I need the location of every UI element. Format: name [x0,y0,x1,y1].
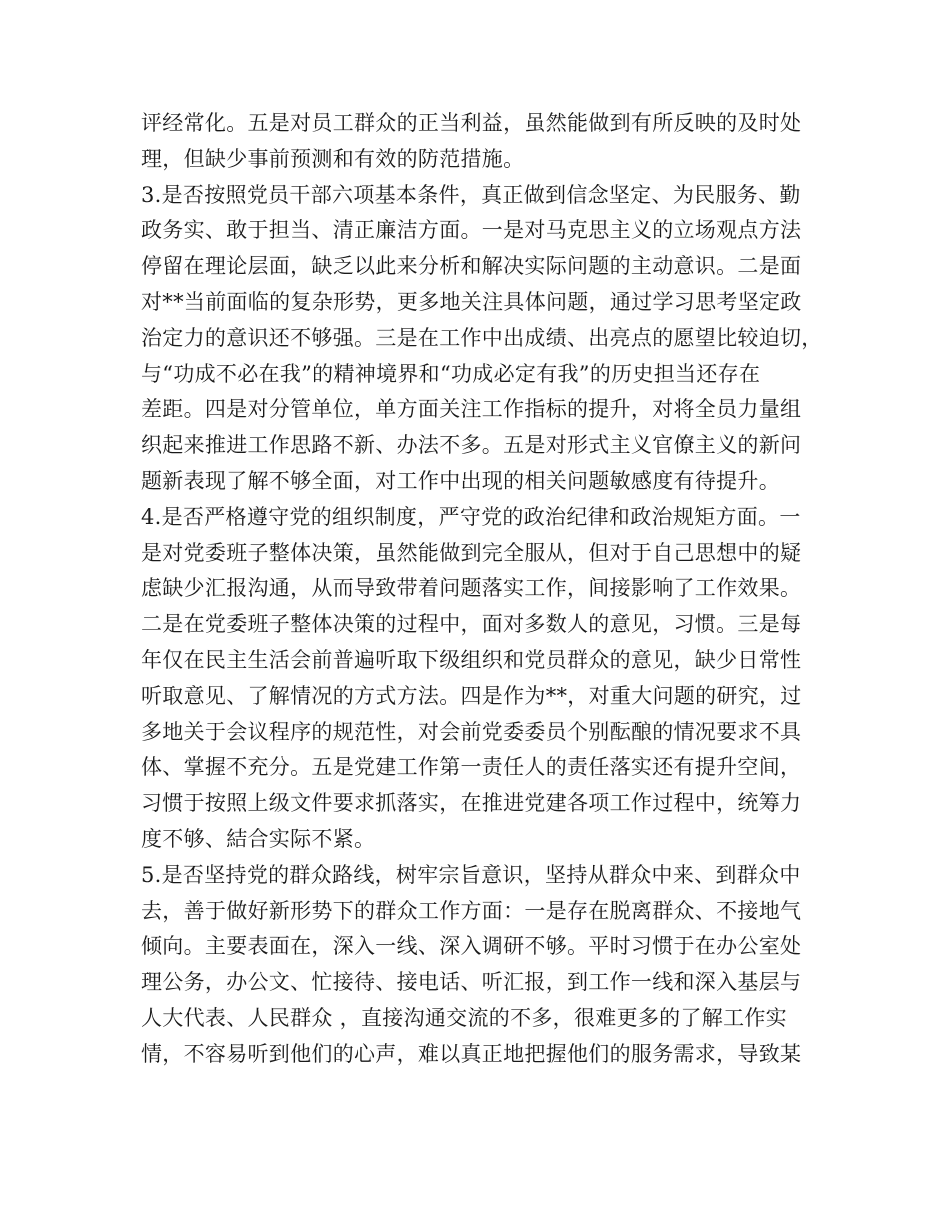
text-line: 理公务，办公文、忙接待、接电话、听汇报，到工作一线和深入基层与 [141,970,802,995]
text-line: 题新表现了解不够全面，对工作中出现的相关问题敏感度有待提升。 [141,468,780,493]
text-line: 理，但缺少事前预测和有效的防范措施。 [141,146,525,171]
text-line: 二是在党委班子整体决策的过程中，面对多数人的意见，习惯。三是每 [141,612,802,637]
text-line: 多地关于会议程序的规范性，对会前党委委员个别酝酿的情况要求不具 [141,719,802,744]
text-line: 年仅在民主生活会前普遍听取下级组织和党员群众的意见，缺少日常性 [141,647,802,672]
text-line: 评经常化。五是对员工群众的正当利益，虽然能做到有所反映的及时处 [141,111,802,135]
text-line: 停留在理论层面，缺乏以此来分析和解决实际问题的主动意识。二是面 [141,254,802,279]
document-body [141,106,831,1073]
text-line: 习惯于按照上级文件要求抓落实，在推进党建各项工作过程中，统筹力 [141,791,802,816]
text-line: 对**当前面临的复杂形势，更多地关注具体问题，通过学习思考坚定政 [141,289,802,314]
text-line: 倾向。主要表面在，深入一线、深入调研不够。平时习惯于在办公室处 [141,934,802,959]
text-line: 体、掌握不充分。五是党建工作第一责任人的责任落实还有提升空间， [141,755,802,780]
text-line: 治定力的意识还不够强。三是在工作中出成绩、出亮点的愿望比较迫切， [141,325,823,350]
text-line: 3.是否按照党员干部六项基本条件，真正做到信念坚定、为民服务、勤 [141,182,801,207]
text-line: 人大代表、人民群众 ，直接沟通交流的不多，很难更多的了解工作实 [141,1005,787,1030]
text-line: 去，善于做好新形势下的群众工作方面：一是存在脱离群众、不接地气 [141,898,802,923]
text-line: 4.是否严格遵守党的组织制度，严守党的政治纪律和政治规矩方面。一 [141,504,801,529]
text-line: 差距。四是对分管单位，单方面关注工作指标的提升，对将全员力量组 [141,397,802,422]
text-line: 是对党委班子整体决策，虽然能做到完全服从，但对于自己思想中的疑 [141,540,802,565]
text-line: 听取意见、了解情况的方式方法。四是作为**，对重大问题的研究，过 [141,683,802,708]
text-line: 与“功成不必在我”的精神境界和“功成必定有我”的历史担当还存在 [141,361,761,386]
text-line: 情，不容易听到他们的心声，难以真正地把握他们的服务需求，导致某 [141,1041,802,1066]
text-line: 5.是否坚持党的群众路线，树牢宗旨意识，坚持从群众中来、到群众中 [141,862,801,887]
text-line: 织起来推进工作思路不新、办法不多。五是对形式主义官僚主义的新问 [141,433,802,458]
text-line: 虑缺少汇报沟通，从而导致带着问题落实工作，间接影响了工作效果。 [141,576,802,601]
text-line: 政务实、敢于担当、清正廉洁方面。一是对马克思主义的立场观点方法 [141,218,802,243]
text-line: 度不够、結合实际不紧。 [141,826,376,851]
